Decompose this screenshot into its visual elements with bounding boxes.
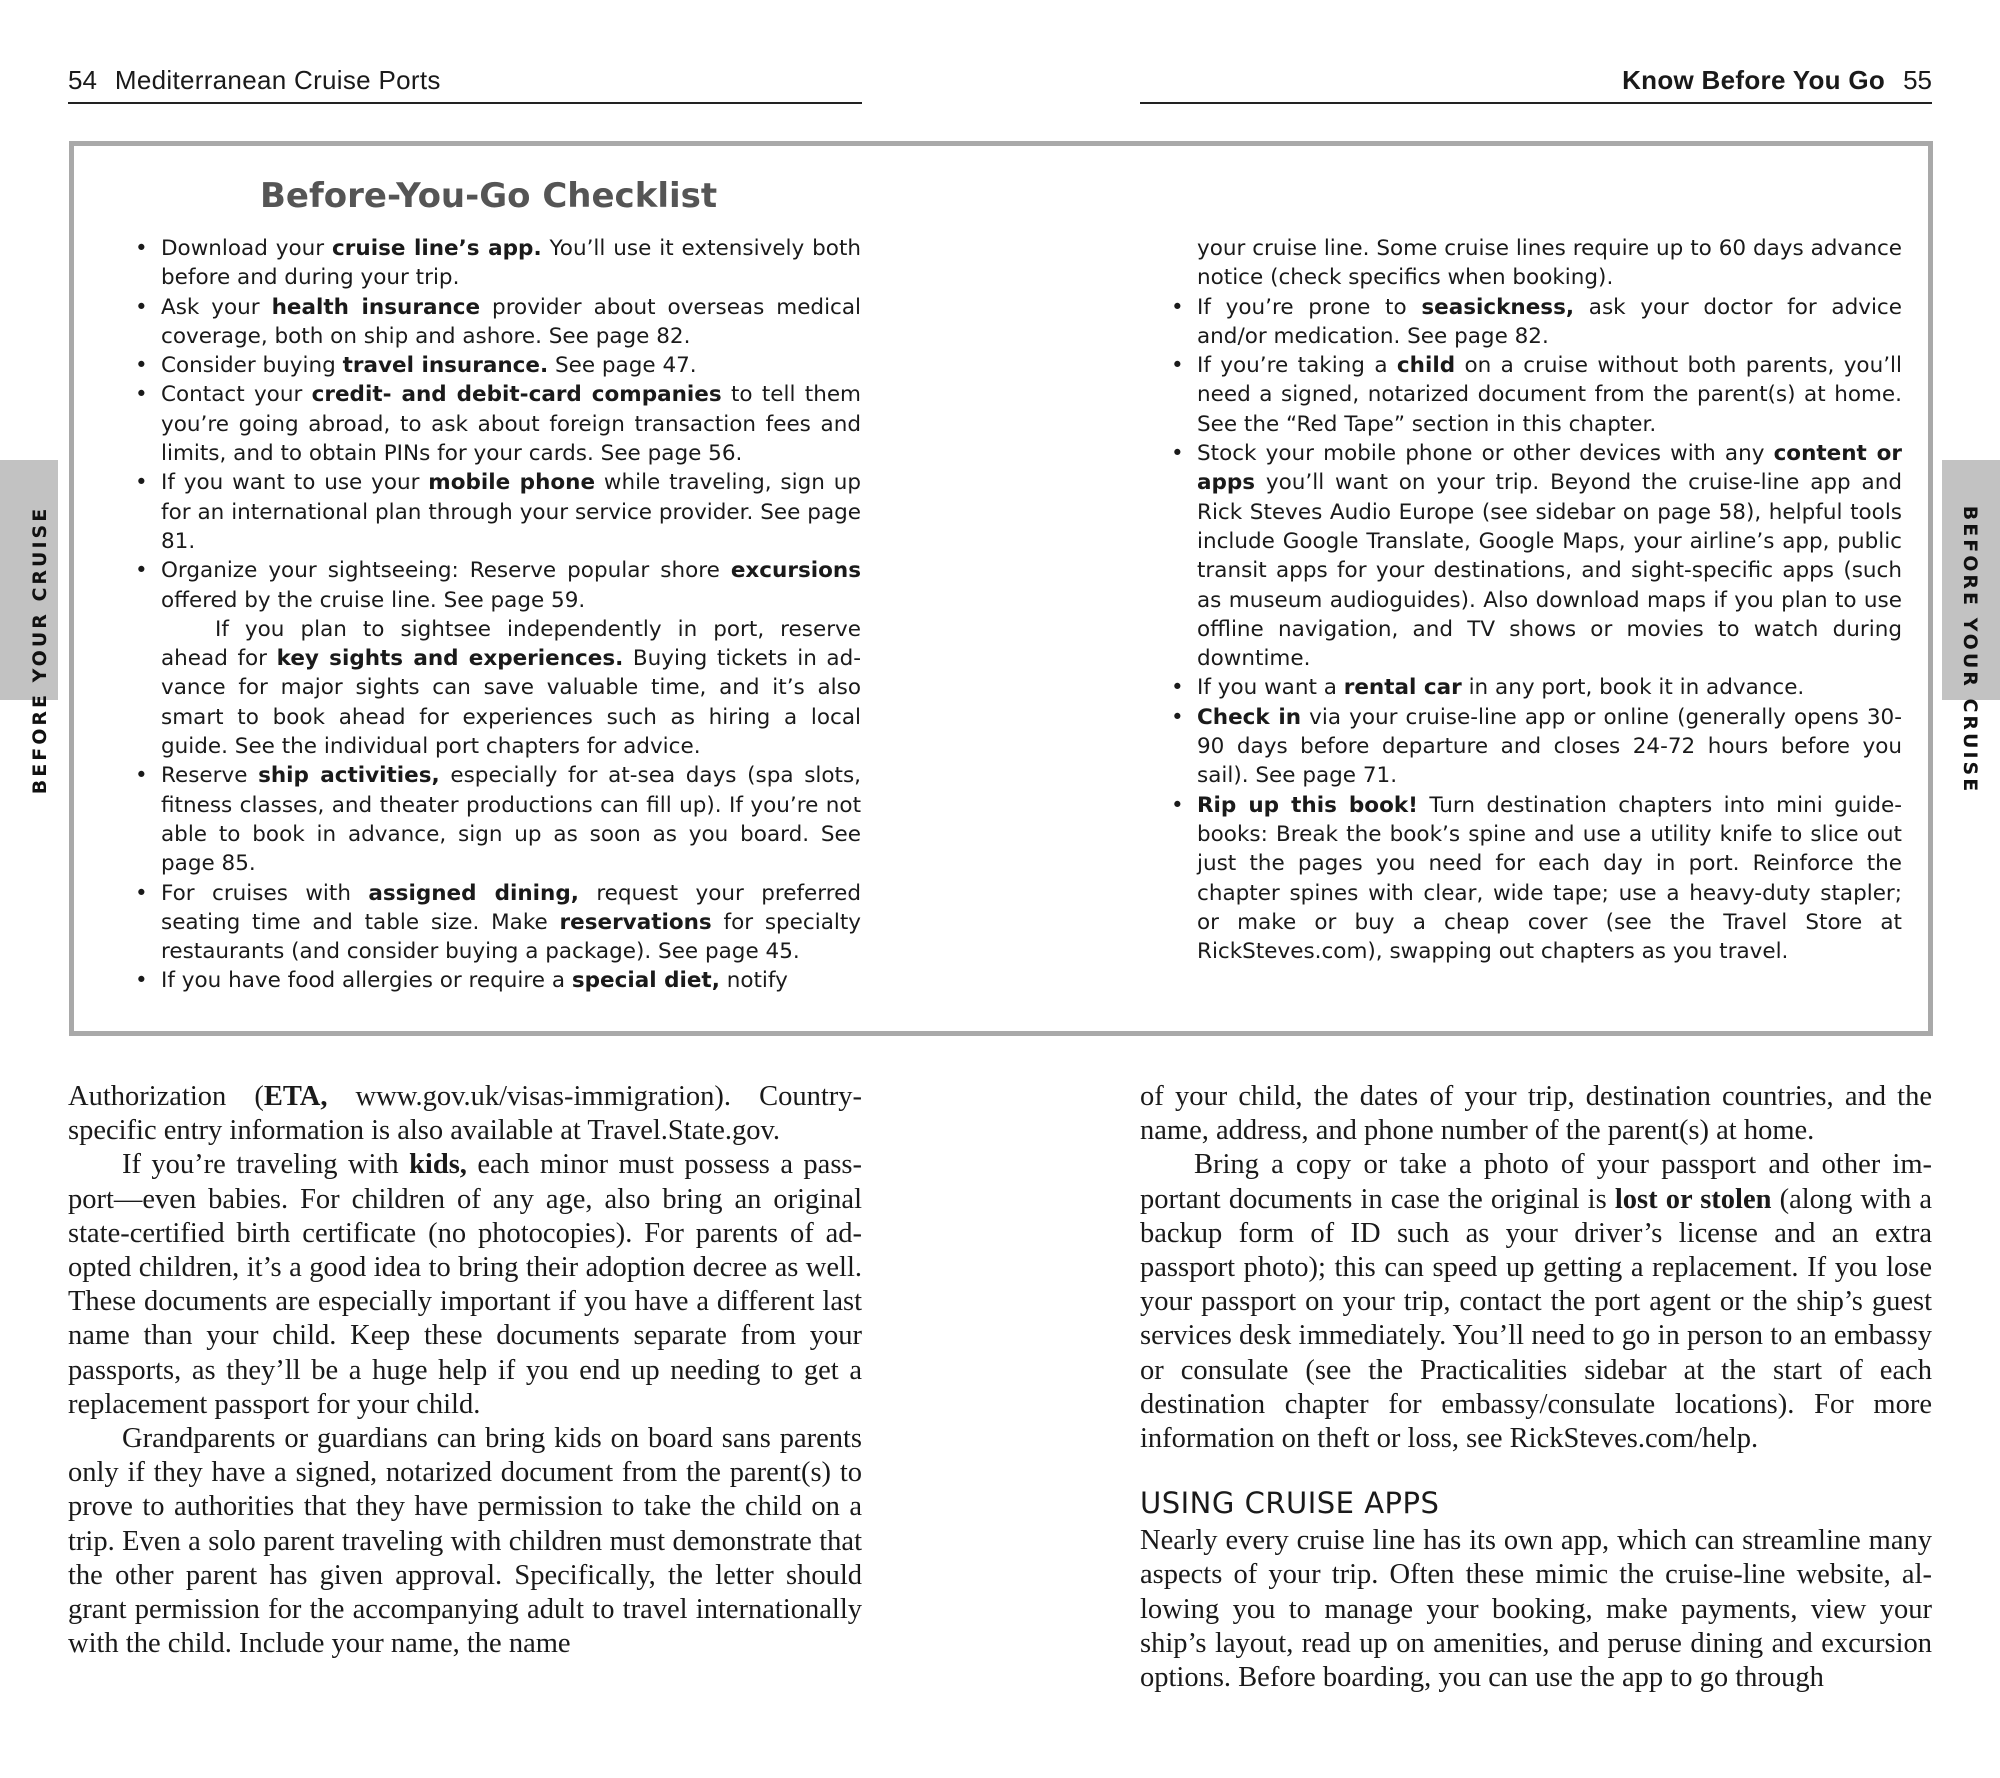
- checklist-item: • If you want to use your mobile phone while traveling, sign up for an international plan through your service provider. See page 81.: [131, 468, 861, 556]
- checklist-item: • If you’re taking a child on a cruise without both parents, you’ll need a signed, notarized document from the parent(s) at home. See the “Red Tape” section in this chapter.: [1167, 351, 1902, 439]
- checklist-item: • Download your cruise line’s app. You’ll use it extensively both before and during your trip.: [131, 234, 861, 293]
- chapter-title: Know Before You Go: [1622, 65, 1886, 95]
- checklist-item: • If you’re prone to seasickness, ask your doctor for advice and/or medication. See page 82.: [1167, 293, 1902, 352]
- checklist-item: • For cruises with assigned dining, request your preferred seating time and table size. Make reservations for specialty restaurants (and consider buying a package). See page 45.: [131, 879, 861, 967]
- body-paragraph: Authorization (ETA, www.gov.uk/visas-immigration). Country-specific entry information is also available at Travel.State.gov.: [68, 1081, 862, 1147]
- section-heading: USING CRUISE APPS: [1140, 1486, 1440, 1521]
- body-paragraph: Grandparents or guardians can bring kids on board sans parents only if they have a signed, notarized document from the parent(s) to prove to authorities that they have permission to take the child on a trip. Even a solo parent traveling with children must demonstrate that the other parent has given approval. Specifically, the letter should grant permission for the accompanying adult to travel internationally with the child. Include your name, the name: [68, 1423, 862, 1660]
- checklist-sidebar: [69, 141, 1933, 1036]
- body-column-left: [68, 1080, 862, 1661]
- running-header-left: [68, 58, 862, 104]
- checklist-item: • Rip up this book! Turn destination chapters into mini guidebooks: Break the book’s spine and use a utility knife to slice out just the pages you need for each day in port. Reinforce the chapter spines with clear, wide tape; use a heavy-duty stapler; or make or buy a cheap cover (see the Travel Store at RickSteves.com), swapping out chapters as you travel.: [1167, 791, 1902, 967]
- checklist-item: • If you have food allergies or require a special diet, notify: [131, 966, 861, 995]
- checklist-item: • Ask your health insurance provider about overseas medical coverage, both on ship and ashore. See page 82.: [131, 293, 861, 352]
- checklist-item: • Contact your credit- and debit-card companies to tell them you’re going abroad, to ask about foreign transaction fees and limits, and to obtain PINs for your cards. See page 56.: [131, 380, 861, 468]
- checklist-item: • Consider buying travel insurance. See page 47.: [131, 351, 861, 380]
- checklist-title: Before-You-Go Checklist: [260, 176, 718, 216]
- side-tab-label-right: BEFORE YOUR CRUISE: [1959, 505, 1981, 795]
- checklist-item: • Organize your sightseeing: Reserve popular shore excursions offered by the cruise line. See page 59.: [131, 556, 861, 615]
- checklist-item: • Reserve ship activities, especially for at-sea days (spa slots, fitness classes, and theater productions can fill up). If you’re not able to book in advance, sign up as soon as you board. See page 85.: [131, 761, 861, 878]
- checklist-item-continuation: If you plan to sightsee independently in port, reserve ahead for key sights and experiences. Buying tickets in advance for major sights can save valuable time, and it’s also smart to book ahead for experiences such as hiring a local guide. See the individual port chapters for advice.: [161, 616, 861, 760]
- page-number-left: 54: [68, 65, 97, 95]
- checklist-item-continuation: your cruise line. Some cruise lines require up to 60 days advance notice (check specifics when booking).: [1197, 236, 1902, 291]
- running-header-right: [1140, 58, 1932, 104]
- body-paragraph: If you’re traveling with kids, each minor must possess a passport—even babies. For children of any age, also bring an original state-certified birth certificate (no photocopies). For parents of adopted children, it’s a good idea to bring their adoption decree as well. These documents are especially important if you have a different last name than your child. Keep these documents separate from your passports, as they’ll be a huge help if you end up needing to get a replacement passport for your child.: [68, 1149, 862, 1420]
- checklist-item: • Check in via your cruise-line app or online (generally opens 30-90 days before departure and closes 24-72 hours before you sail). See page 71.: [1167, 703, 1902, 791]
- book-title: Mediterranean Cruise Ports: [114, 65, 441, 95]
- page-number-right: 55: [1903, 65, 1932, 95]
- body-paragraph: Nearly every cruise line has its own app, which can streamline many aspects of your trip. Often these mimic the cruise-line website, allowing you to manage your booking, make payments, view your ship’s layout, read up on amenities, and peruse dining and excursion options. Before boarding, you can use the app to go through: [1140, 1525, 1932, 1694]
- body-paragraph: of your child, the dates of your trip, destination countries, and the name, address, and phone number of the parent(s) at home.: [1140, 1081, 1932, 1147]
- checklist-item: • If you want a rental car in any port, book it in advance.: [1167, 673, 1902, 702]
- checklist-column-right: [1167, 234, 1902, 966]
- side-tab-label-left: BEFORE YOUR CRUISE: [29, 505, 51, 795]
- body-column-right: [1140, 1080, 1932, 1695]
- checklist-column-left: [131, 234, 861, 996]
- checklist-item: • Stock your mobile phone or other devices with any content or apps you’ll want on your trip. Beyond the cruise-line app and Rick Steves Audio Europe (see sidebar on page 58), helpful tools include Google Translate, Google Maps, your airline’s app, public transit apps for your destinations, and sight-specific apps (such as museum audioguides). Also download maps if you plan to use offline navigation, and TV shows or movies to watch during downtime.: [1167, 439, 1902, 673]
- body-paragraph: Bring a copy or take a photo of your passport and other important documents in case the original is lost or stolen (along with a backup form of ID such as your driver’s license and an extra passport photo); this can speed up getting a replacement. If you lose your passport on your trip, contact the port agent or the ship’s guest services desk immediately. You’ll need to go in person to an embassy or consulate (see the Practicalities sidebar at the start of each destination chapter for embassy/consulate locations). For more information on theft or loss, see RickSteves.com/help.: [1140, 1149, 1932, 1455]
